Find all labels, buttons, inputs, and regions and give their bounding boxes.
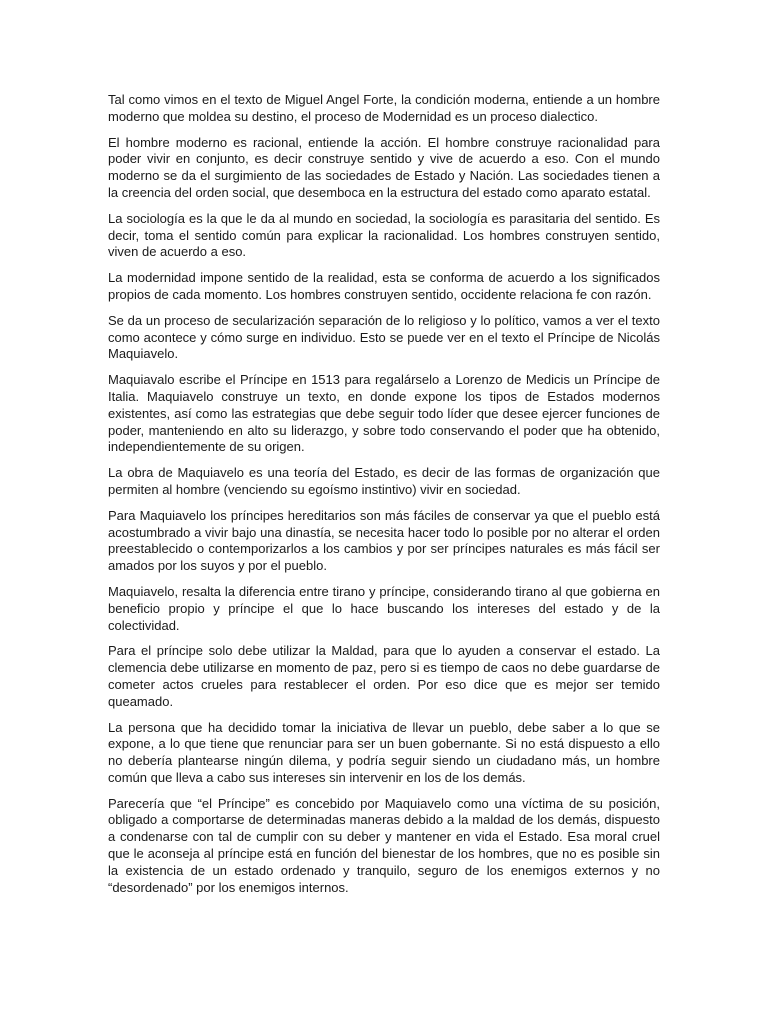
paragraph: Maquiavelo, resalta la diferencia entre tirano y príncipe, considerando tirano al que gobierna en beneficio propio y príncipe el que lo hace buscando los intereses del estado y de la colectividad. [108, 583, 660, 633]
document-page [108, 92, 660, 905]
paragraph: Para Maquiavelo los príncipes hereditarios son más fáciles de conservar ya que el pueblo está acostumbrado a vivir bajo una dinastía, se necesita hacer todo lo posible por no alterar el orden preestablecido o contemporizarlos a los cambios y por ser príncipes naturales es más fácil ser amados por los suyos y por el pueblo. [108, 507, 660, 574]
paragraph: La sociología es la que le da al mundo en sociedad, la sociología es parasitaria del sentido. Es decir, toma el sentido común para explicar la racionalidad. Los hombres construyen sentido, viven de acuerdo a eso. [108, 210, 660, 260]
paragraph: Maquiavalo escribe el Príncipe en 1513 para regalárselo a Lorenzo de Medicis un Príncipe de Italia. Maquiavelo construye un texto, en donde expone los tipos de Estados modernos existentes, así como las estrategias que debe seguir todo líder que desee ejercer funciones de poder, manteniendo en alto su liderazgo, y sobre todo conservando el poder que ha obtenido, independientemente de su origen. [108, 372, 660, 455]
paragraph: Tal como vimos en el texto de Miguel Angel Forte, la condición moderna, entiende a un hombre moderno que moldea su destino, el proceso de Modernidad es un proceso dialectico. [108, 92, 660, 124]
paragraph: Para el príncipe solo debe utilizar la Maldad, para que lo ayuden a conservar el estado. La clemencia debe utilizarse en momento de paz, pero si es tiempo de caos no debe guardarse de cometer actos crueles para restablecer el orden. Por eso dice que es mejor ser temido queamado. [108, 643, 660, 709]
paragraph: La obra de Maquiavelo es una teoría del Estado, es decir de las formas de organización que permiten al hombre (venciendo su egoísmo instintivo) vivir en sociedad. [108, 465, 660, 497]
paragraph: Se da un proceso de secularización separación de lo religioso y lo político, vamos a ver el texto como acontece y cómo surge en individuo. Esto se puede ver en el texto el Príncipe de Nicolás Maquiavelo. [108, 312, 660, 362]
paragraph: La persona que ha decidido tomar la iniciativa de llevar un pueblo, debe saber a lo que se expone, a lo que tiene que renunciar para ser un buen gobernante. Si no está dispuesto a ello no debería plantearse ningún dilema, y podría seguir siendo un ciudadano más, un hombre común que lleva a cabo sus intereses sin intervenir en los de los demás. [108, 719, 660, 785]
paragraph: Parecería que “el Príncipe” es concebido por Maquiavelo como una víctima de su posición, obligado a comportarse de determinadas maneras debido a la maldad de los demás, dispuesto a condenarse con tal de cumplir con su deber y mantener en vida el Estado. Esa moral cruel que le aconseja al príncipe está en función del bienestar de los hombres, que no es posible sin la existencia de un estado ordenado y tranquilo, seguro de los enemigos externos y no “desordenado” por los enemigos internos. [108, 795, 660, 895]
paragraph: El hombre moderno es racional, entiende la acción. El hombre construye racionalidad para poder vivir en conjunto, es decir construye sentido y vive de acuerdo a eso. Con el mundo moderno se da el surgimiento de las sociedades de Estado y Nación. Las sociedades tienen a la creencia del orden social, que desemboca en la estructura del estado como aparato estatal. [108, 134, 660, 200]
paragraph: La modernidad impone sentido de la realidad, esta se conforma de acuerdo a los significados propios de cada momento. Los hombres construyen sentido, occidente relaciona fe con razón. [108, 270, 660, 302]
